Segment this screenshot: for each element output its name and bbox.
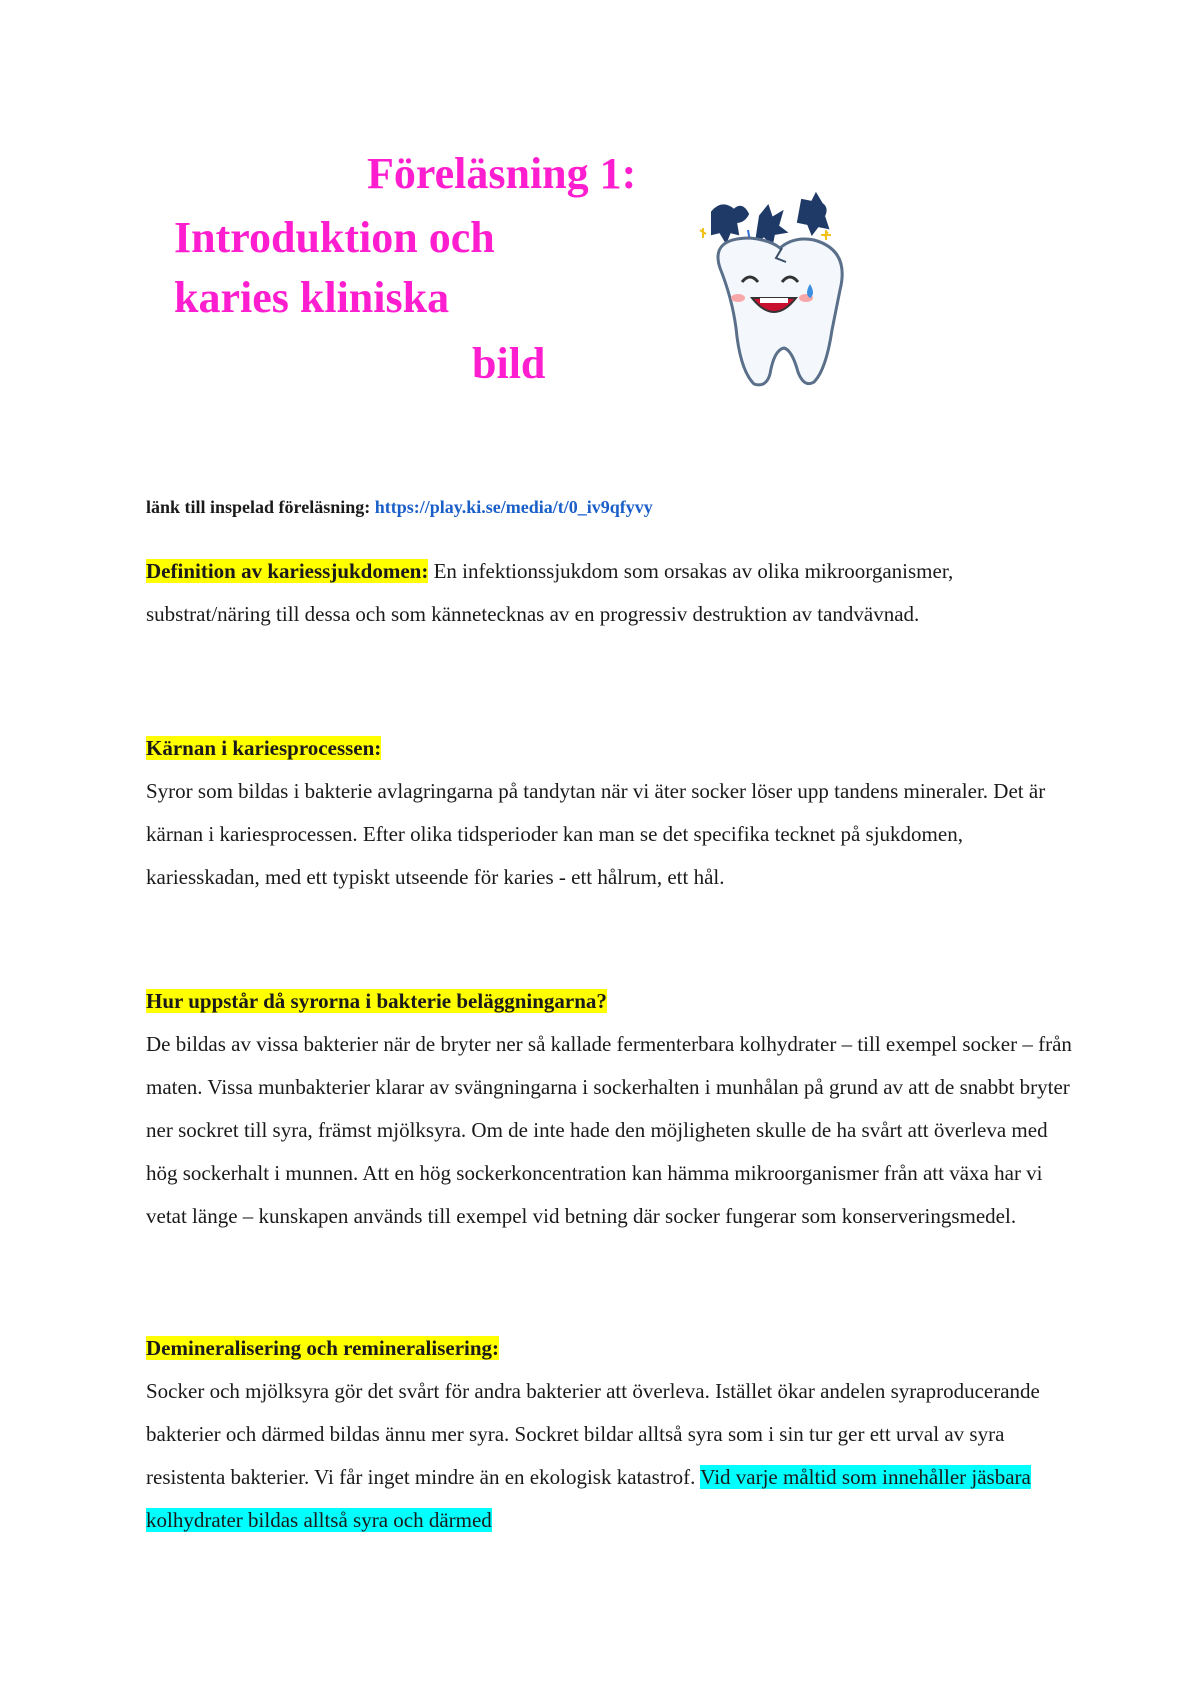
title-line-3: karies kliniska [174, 273, 450, 322]
karnan-heading: Kärnan i kariesprocessen: [146, 736, 382, 760]
recorded-lecture-link[interactable]: https://play.ki.se/media/t/0_iv9qfyvy [374, 497, 653, 517]
karnan-heading-line [146, 727, 1076, 770]
definition-text: En infektionssjukdom som orsakas av olika mikroorganismer, substrat/näring till dessa och som kännetecknas av en progressiv destruktion av tandvävnad. [146, 559, 954, 626]
bacteria-figures [712, 194, 828, 244]
recorded-lecture-line [146, 497, 653, 518]
karnan-text: Syror som bildas i bakterie avlagringarna på tandytan när vi äter socker löser upp tandens mineraler. Det är kärnan i kariesprocessen. Efter olika tidsperioder kan man se det specifika tecknet på sjukdomen, kariesskadan, med ett typiskt utseende för karies - ett hålrum, ett hål. [146, 779, 1046, 889]
crying-tooth-icon [690, 190, 880, 400]
syror-heading-line [146, 980, 1076, 1023]
demin-text: Socker och mjölksyra gör det svårt för andra bakterier att överleva. Istället ökar andelen syraproducerande bakterier och därmed bildas ännu mer syra. Sockret bildar alltså syra som i sin tur ger ett urval av syra resistenta bakterier. Vi får inget mindre än en ekologisk katastrof. [146, 1379, 1040, 1489]
title-line-1: Föreläsning 1: [367, 149, 637, 198]
link-label: länk till inspelad föreläsning: [146, 497, 371, 517]
demin-highlighted-text: Vid varje måltid som innehåller jäsbara kolhydrater bildas alltså syra och därmed [146, 1465, 1031, 1532]
syror-heading: Hur uppstår då syrorna i bakterie beläggningarna? [146, 989, 607, 1013]
title-line-4: bild [472, 339, 546, 388]
syror-text: De bildas av vissa bakterier när de bryter ner så kallade fermenterbara kolhydrater – till exempel socker – från maten. Vissa munbakterier klarar av svängningarna i sockerhalten i munhålan på grund av att de snabbt bryter ner sockret till syra, främst mjölksyra. Om de inte hade den möjligheten skulle de ha svårt att överleva med hög sockerhalt i munnen. Att en hög sockerkoncentration kan hämma mikroorganismer från att växa har vi vetat länge – kunskapen används till exempel vid betning där socker fungerar som konserveringsmedel. [146, 1032, 1072, 1228]
demin-heading-line [146, 1327, 1076, 1370]
demin-heading: Demineralisering och remineralisering: [146, 1336, 500, 1360]
definition-paragraph [146, 550, 1076, 636]
title-line-2: Introduktion och [174, 213, 495, 262]
definition-heading: Definition av kariessjukdomen: [146, 559, 429, 583]
demin-paragraph [146, 1370, 1076, 1542]
